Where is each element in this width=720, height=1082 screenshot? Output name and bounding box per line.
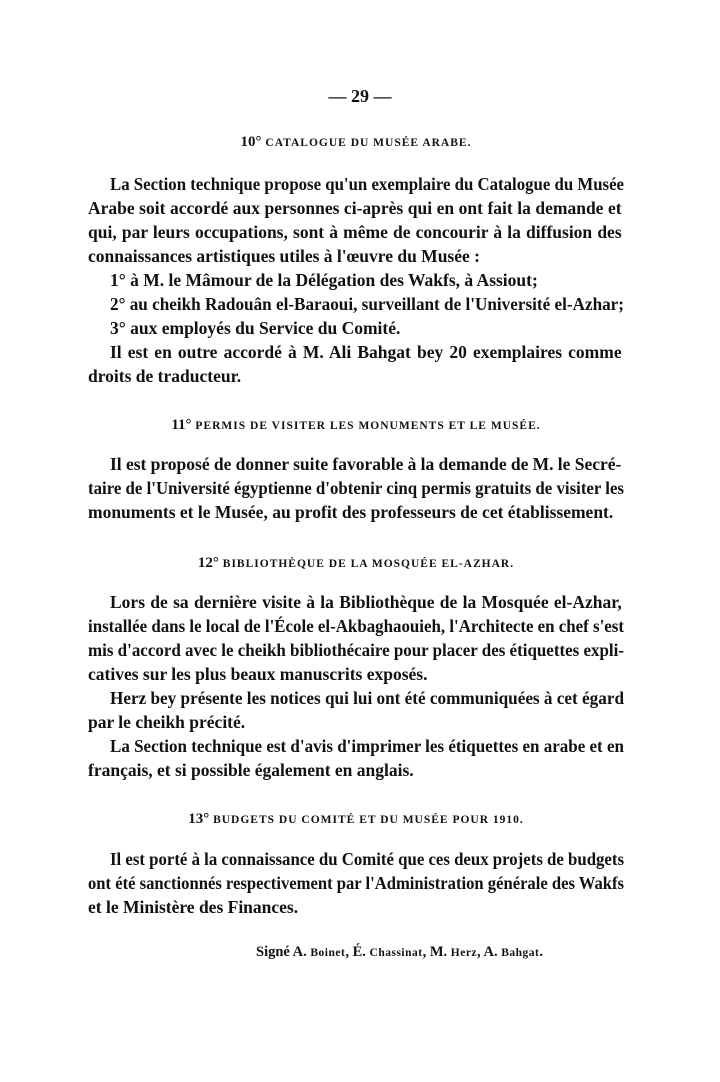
text-line: Il est porté à la connaissance du Comité que ces deux projets de budgets [110, 849, 625, 869]
text-line: catives sur les plus beaux manuscrits exposés. [88, 664, 428, 684]
signatory-name: Chassinat [369, 947, 423, 959]
section-number: 12° [197, 555, 219, 571]
text-line: monuments et le Musée, au profit des professeurs de cet établissement. [88, 502, 614, 522]
text-line: ont été sanctionnés respectivement par l'Administration générale des Wakfs [88, 873, 625, 893]
section-title: CATALOGUE DU MUSÉE ARABE. [265, 137, 472, 149]
text-line: par le cheikh précité. [88, 712, 246, 732]
list-item: 1° à M. le Mâmour de la Délégation des Wakfs, à Assiout; [110, 270, 538, 290]
text-line: La Section technique est d'avis d'imprimer les étiquettes en arabe et en [110, 736, 624, 756]
section-title: BUDGETS DU COMITÉ ET DU MUSÉE POUR 1910. [213, 814, 524, 826]
signature-end: . [539, 944, 543, 960]
text-line: Lors de sa dernière visite à la Bibliothèque de la Mosquée el-Azhar, [110, 592, 622, 612]
page-number: — 29 — [328, 86, 392, 106]
section-title: PERMIS DE VISITER LES MONUMENTS ET LE MUSÉE. [195, 420, 541, 432]
section-body [88, 847, 624, 919]
text-line: mis d'accord avec le cheikh bibliothécaire pour placer des étiquettes expli- [88, 640, 625, 660]
text-line: et le Ministère des Finances. [88, 897, 299, 917]
signatory-name: Boinet [310, 947, 346, 959]
text-line: Herz bey présente les notices qui lui ont été communiquées à cet égard [110, 688, 624, 708]
list-item: 2° au cheikh Radouân el-Baraoui, surveillant de l'Université el-Azhar; [110, 294, 624, 314]
signature-separator: , É. [345, 944, 366, 960]
signatory-name: Herz [450, 947, 478, 959]
section-heading [88, 811, 624, 828]
section-body [88, 590, 624, 782]
signatory-name: Bahgat [501, 947, 540, 959]
signature-separator: , M. [422, 944, 451, 960]
section-body [88, 452, 624, 524]
section-number: 13° [188, 811, 210, 827]
list-item: 3° aux employés du Service du Comité. [110, 318, 401, 338]
signature-separator: , A. [477, 944, 498, 960]
text-line: La Section technique propose qu'un exemplaire du Catalogue du Musée [110, 174, 625, 194]
text-line: Arabe soit accordé aux personnes ci-après qui en ont fait la demande et [88, 198, 622, 218]
text-line: droits de traducteur. [88, 366, 242, 386]
section-heading [88, 134, 624, 151]
text-line: français, et si possible également en anglais. [88, 760, 414, 780]
text-line: taire de l'Université égyptienne d'obtenir cinq permis gratuits de visiter les [88, 478, 624, 498]
text-line: qui, par leurs occupations, sont à même de concourir à la diffusion des [88, 222, 622, 242]
text-line: installée dans le local de l'École el-Akbaghaouieh, l'Architecte en chef s'est [88, 616, 624, 636]
section-body [88, 172, 624, 388]
section-heading [88, 417, 624, 434]
section-title: BIBLIOTHÈQUE DE LA MOSQUÉE EL-AZHAR. [222, 558, 515, 570]
section-heading [88, 555, 624, 572]
text-line: Il est proposé de donner suite favorable à la demande de M. le Secré- [110, 454, 622, 474]
signature-prefix: Signé A. [256, 944, 307, 960]
section-number: 11° [171, 417, 192, 433]
signature-line [256, 944, 543, 961]
text-line: connaissances artistiques utiles à l'œuvre du Musée : [88, 246, 480, 266]
section-number: 10° [240, 134, 262, 150]
text-line: Il est en outre accordé à M. Ali Bahgat bey 20 exemplaires comme [110, 342, 622, 362]
